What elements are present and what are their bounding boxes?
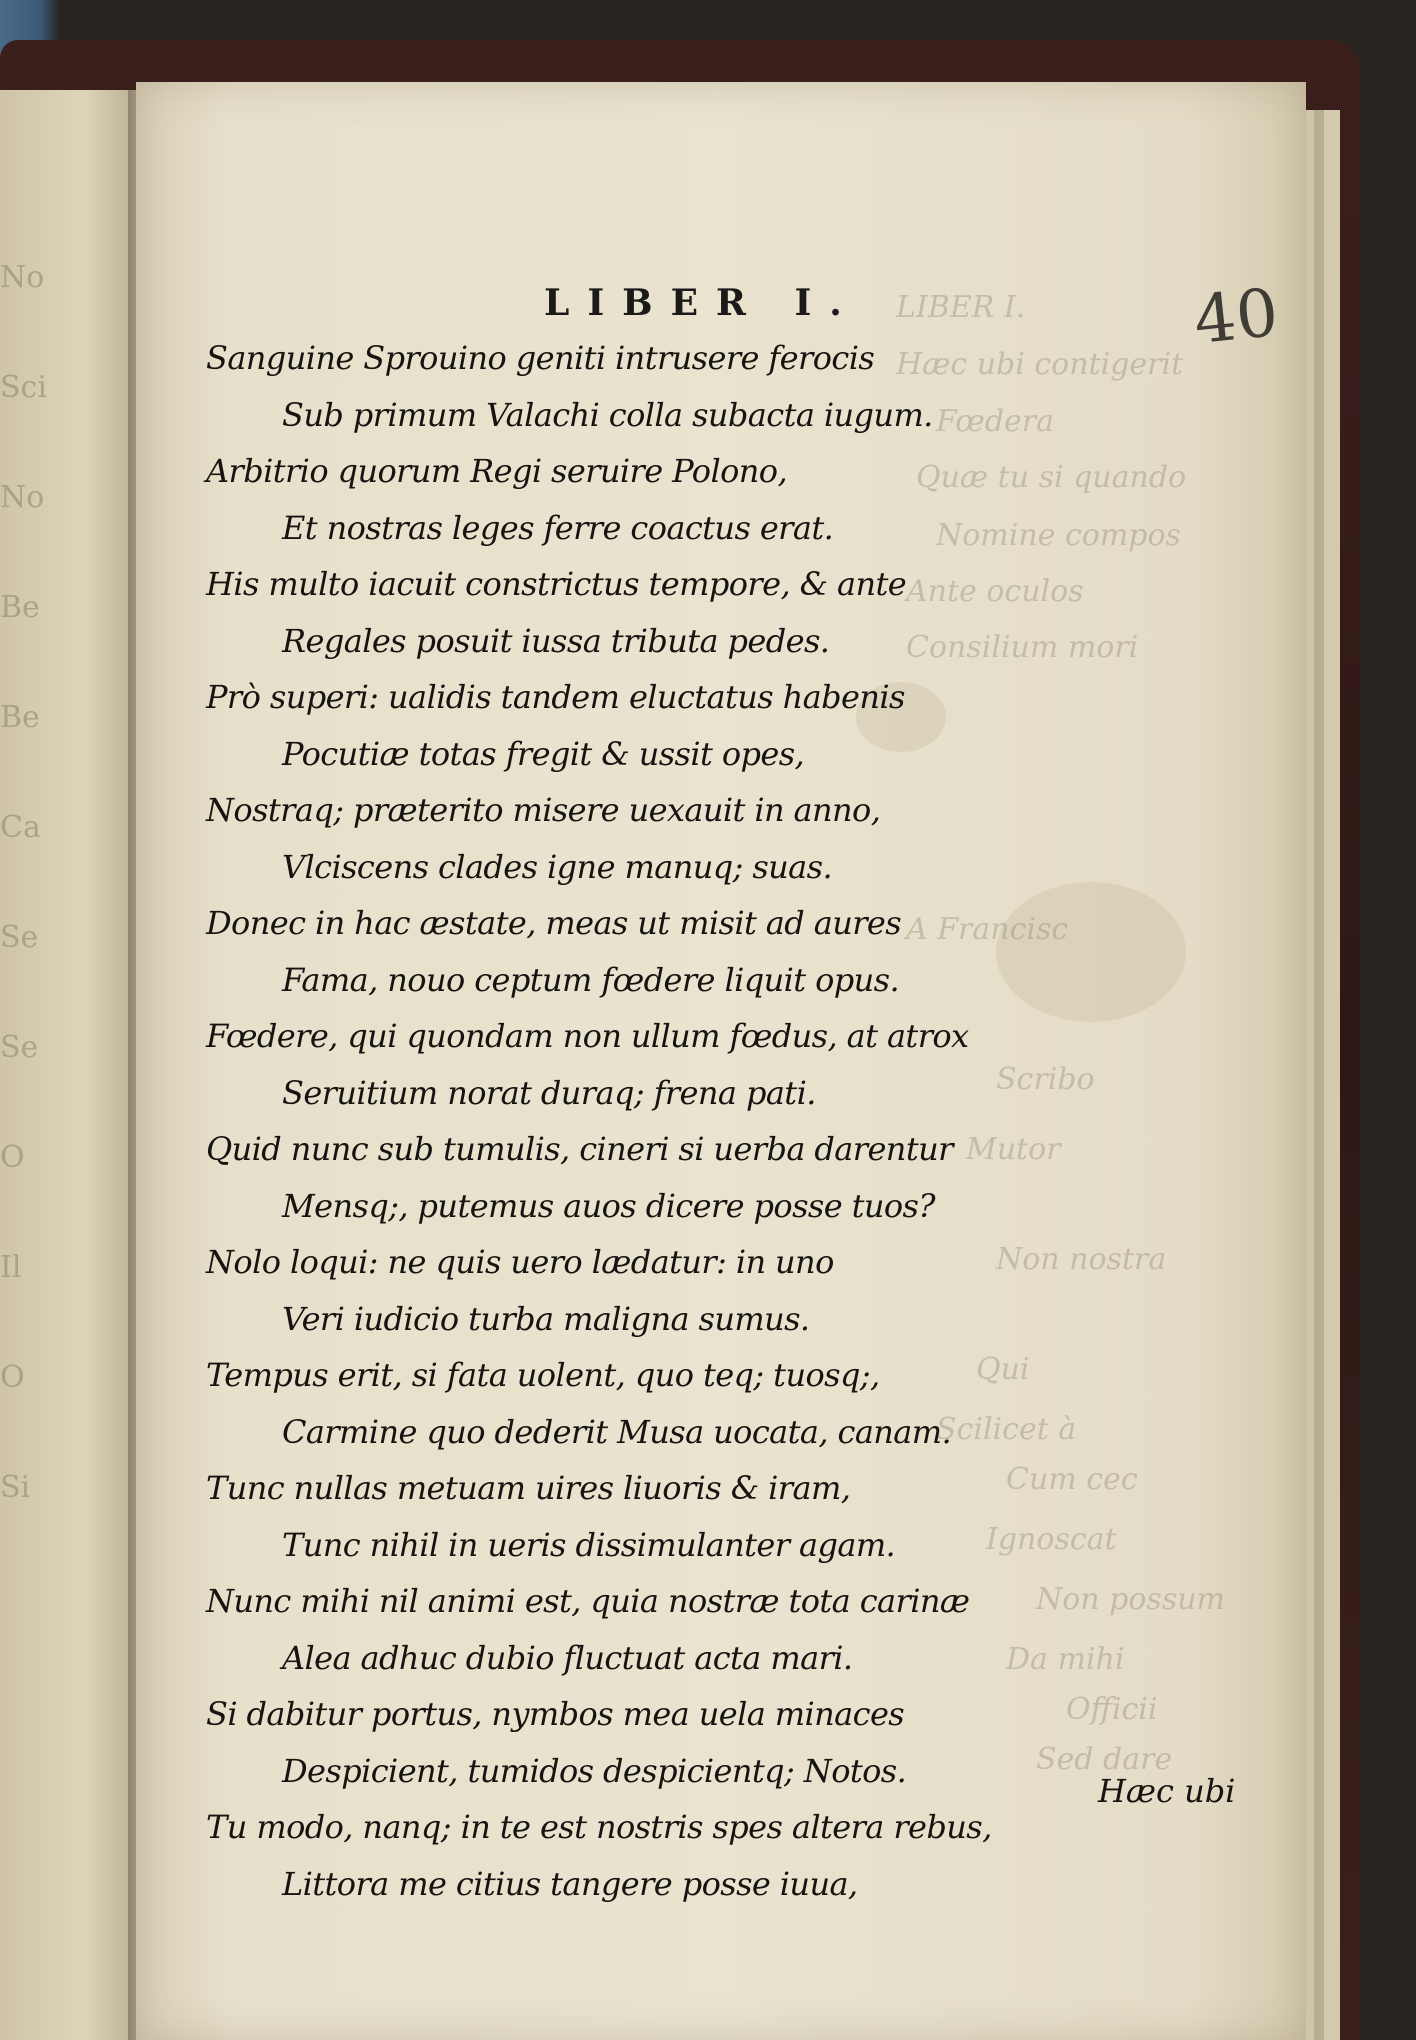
bleed-through-text: Ante oculos (906, 574, 1084, 609)
verse-line-pentameter: Sub primum Valachi colla subacta iugum. (282, 395, 933, 434)
verse-line-hexameter: Quid nunc sub tumulis, cineri si uerba darentur (206, 1130, 953, 1168)
verse-line-hexameter: Donec in hac æstate, meas ut misit ad aures (206, 904, 902, 942)
bleed-through-text: Officii (1066, 1692, 1158, 1727)
bleed-through-text: Sed dare (1036, 1742, 1173, 1777)
running-head: LIBER I. (544, 282, 860, 324)
bleed-through-text: Nomine compos (936, 518, 1181, 553)
facing-page-ghost-text: O (0, 1140, 25, 1175)
facing-page-ghost-text: Si (0, 1470, 31, 1505)
verse-line-hexameter: Arbitrio quorum Regi seruire Polono, (206, 452, 788, 490)
bleed-through-text: LIBER I. (896, 290, 1026, 325)
folio-number: 40 (1190, 273, 1282, 360)
bleed-through-text: Da mihi (1006, 1642, 1125, 1677)
verse-line-hexameter: Tunc nullas metuam uires liuoris & iram, (206, 1469, 851, 1507)
verse-text (136, 330, 1306, 1912)
bleed-through-text: A Francisc (906, 912, 1069, 947)
verse-line-pentameter: Regales posuit iussa tributa pedes. (282, 621, 830, 660)
verse-line-pentameter: Alea adhuc dubio fluctuat acta mari. (282, 1638, 853, 1677)
facing-page-ghost-text: Ca (0, 810, 41, 845)
facing-page-ghost-text: O (0, 1360, 25, 1395)
facing-page-edge (0, 90, 140, 2040)
bleed-through-text: Cum cec (1006, 1462, 1138, 1497)
verse-line-hexameter: His multo iacuit constrictus tempore, & ante (206, 565, 907, 603)
bleed-through-text: Non possum (1036, 1582, 1225, 1617)
verse-line-hexameter: Si dabitur portus, nymbos mea uela minaces (206, 1695, 905, 1733)
verse-line-pentameter: Despicient, tumidos despicientq; Notos. (282, 1751, 907, 1790)
verse-line-pentameter: Mensq;, putemus auos dicere posse tuos? (282, 1186, 935, 1225)
verse-line-hexameter: Sanguine Sprouino geniti intrusere ferocis (206, 339, 875, 377)
bleed-through-text: Scilicet à (936, 1412, 1077, 1447)
bleed-through-text: Fœdera (936, 404, 1055, 439)
verse-line-pentameter: Fama, nouo ceptum fœdere liquit opus. (282, 960, 900, 999)
verse-line-pentameter: Seruitium norat duraq; frena pati. (282, 1073, 816, 1112)
page-edge (1324, 110, 1340, 2040)
verse-line-hexameter: Tu modo, nanq; in te est nostris spes altera rebus, (206, 1808, 992, 1846)
verse-line-hexameter: Tempus erit, si fata uolent, quo teq; tuosq;, (206, 1356, 880, 1394)
verse-line-pentameter: Vlciscens clades igne manuq; suas. (282, 847, 833, 886)
catchword: Hæc ubi (1098, 1772, 1236, 1810)
facing-page-ghost-text: Se (0, 1030, 39, 1065)
book-page (136, 82, 1306, 2040)
bleed-through-text: Hæc ubi contigerit (896, 347, 1184, 382)
verse-line-pentameter: Littora me citius tangere posse iuua, (282, 1864, 858, 1903)
facing-page-ghost-text: No (0, 480, 45, 515)
bleed-through-text: Consilium mori (906, 630, 1139, 665)
facing-page-ghost-text: No (0, 260, 45, 295)
bleed-through-text: Ignoscat (986, 1522, 1117, 1557)
verse-line-hexameter: Fœdere, qui quondam non ullum fœdus, at atrox (206, 1017, 969, 1055)
verse-line-hexameter: Nunc mihi nil animi est, quia nostræ tota carinæ (206, 1582, 970, 1620)
bleed-through-text: Quæ tu si quando (916, 460, 1187, 495)
facing-page-ghost-text: Se (0, 920, 39, 955)
verse-line-pentameter: Carmine quo dederit Musa uocata, canam. (282, 1412, 952, 1451)
verse-line-pentameter: Tunc nihil in ueris dissimulanter agam. (282, 1525, 896, 1564)
bleed-through-text: Qui (976, 1352, 1030, 1387)
facing-page-ghost-text: Be (0, 700, 40, 735)
bleed-through-text: Scribo (996, 1062, 1095, 1097)
verse-line-pentameter: Pocutiæ totas fregit & ussit opes, (282, 734, 805, 773)
verse-line-hexameter: Nostraq; præterito misere uexauit in anno, (206, 791, 881, 829)
bleed-through-text: Mutor (966, 1132, 1061, 1167)
page-edge (1314, 110, 1324, 2040)
bleed-through-text: Non nostra (996, 1242, 1167, 1277)
verse-line-pentameter: Et nostras leges ferre coactus erat. (282, 508, 834, 547)
verse-line-pentameter: Veri iudicio turba maligna sumus. (282, 1299, 810, 1338)
facing-page-ghost-text: Il (0, 1250, 22, 1285)
verse-line-hexameter: Prò superi: ualidis tandem eluctatus habenis (206, 678, 905, 716)
facing-page-ghost-text: Be (0, 590, 40, 625)
verse-line-hexameter: Nolo loqui: ne quis uero lædatur: in uno (206, 1243, 834, 1281)
facing-page-ghost-text: Sci (0, 370, 47, 405)
